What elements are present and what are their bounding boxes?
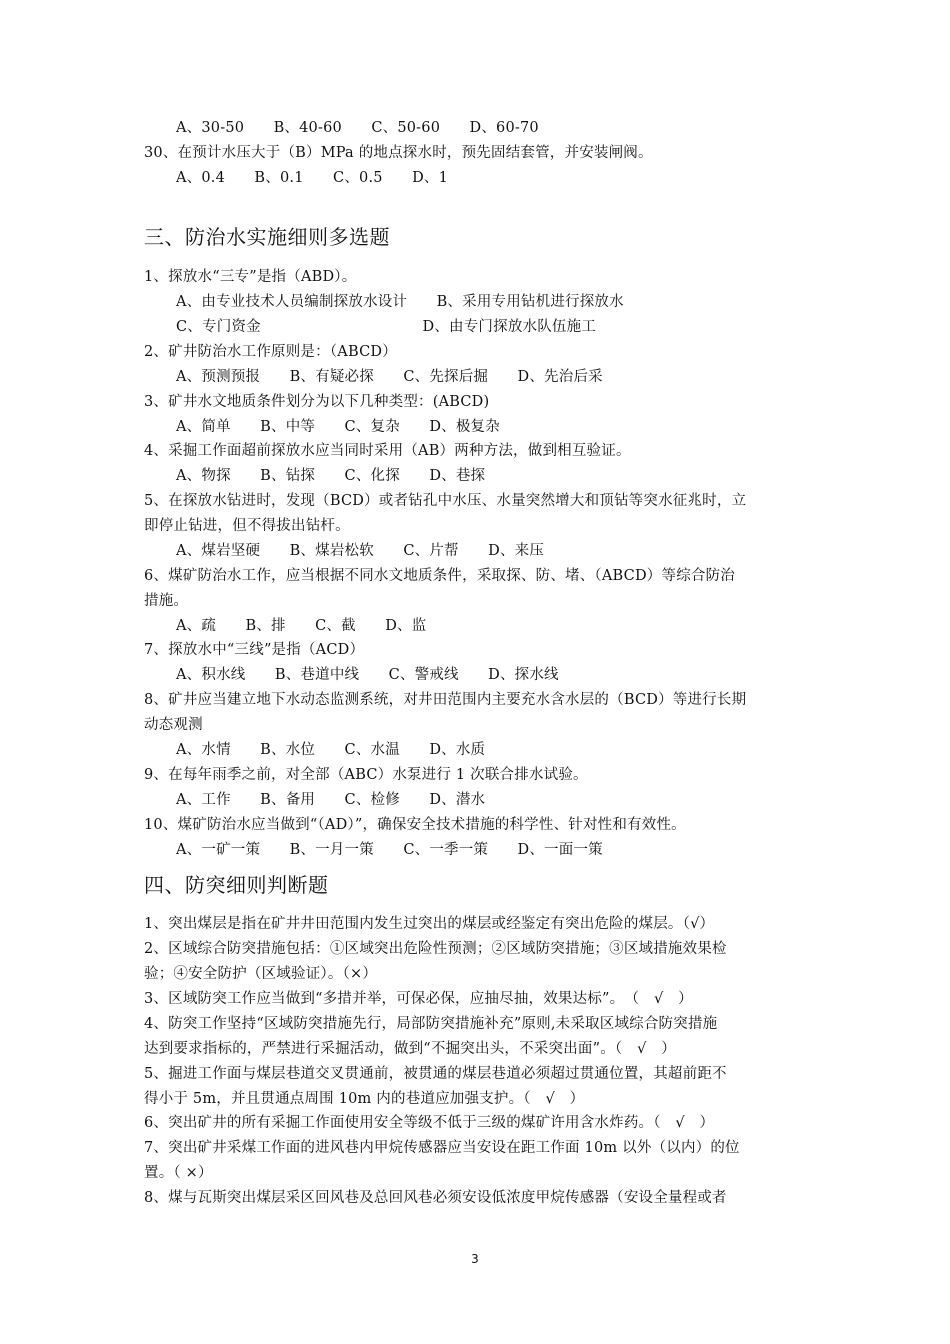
mc-question-5-line-1: 5、在探放水钻进时，发现（BCD）或者钻孔中水压、水量突然增大和顶钻等突水征兆时，立	[144, 493, 747, 509]
mc-q10-options: A、一矿一策 B、一月一策 C、一季一策 D、一面一策	[176, 842, 603, 858]
section-3-title: 三、防治水实施细则多选题	[144, 225, 390, 249]
mc-question-4: 4、采掘工作面超前探放水应当同时采用（AB）两种方法，做到相互验证。	[144, 443, 631, 459]
mc-question-8-line-2: 动态观测	[144, 717, 203, 733]
mc-question-3: 3、矿井水文地质条件划分为以下几种类型：(ABCD)	[144, 394, 490, 410]
mc-q5-options: A、煤岩坚硬 B、煤岩松软 C、片帮 D、来压	[176, 543, 545, 559]
mc-question-2: 2、矿井防治水工作原则是：（ABCD）	[144, 344, 397, 360]
judgment-8-line-1: 8、煤与瓦斯突出煤层采区回风巷及总回风巷必须安设低浓度甲烷传感器（安设全量程或者	[144, 1190, 727, 1206]
judgment-4-line-2: 达到要求指标的，严禁进行采掘活动，做到“不掘突出头，不采突出面”。（ √ ）	[144, 1041, 676, 1057]
mc-q9-options: A、工作 B、备用 C、检修 D、潜水	[176, 792, 486, 808]
judgment-4-line-1: 4、防突工作坚持“区域防突措施先行，局部防突措施补充”原则,未采取区域综合防突措施	[144, 1016, 718, 1032]
mc-q8-options: A、水情 B、水位 C、水温 D、水质	[176, 742, 486, 758]
question-30: 30、在预计水压大于（B）MPa 的地点探水时，预先固结套管，并安装闸阀。	[144, 145, 653, 161]
judgment-5-line-1: 5、掘进工作面与煤层巷道交叉贯通前，被贯通的煤层巷道必须超过贯通位置，其超前距不	[144, 1066, 727, 1082]
mc-q7-options: A、积水线 B、巷道中线 C、警戒线 D、探水线	[176, 667, 559, 683]
q29-options: A、30-50 B、40-60 C、50-60 D、60-70	[176, 120, 539, 136]
judgment-2-line-1: 2、区域综合防突措施包括：①区域突出危险性预测；②区域防突措施；③区域措施效果检	[144, 941, 727, 957]
mc-question-6-line-1: 6、煤矿防治水工作，应当根据不同水文地质条件，采取探、防、堵、（ABCD）等综合防治	[144, 568, 735, 584]
judgment-7-line-2: 置。（ ×）	[144, 1165, 213, 1181]
mc-question-8-line-1: 8、矿井应当建立地下水动态监测系统，对井田范围内主要充水含水层的（BCD）等进行长期	[144, 692, 747, 708]
section-4-title: 四、防突细则判断题	[144, 873, 329, 897]
mc-q4-options: A、物探 B、钻探 C、化探 D、巷探	[176, 468, 486, 484]
judgment-5-line-2: 得小于 5m，并且贯通点周围 10m 内的巷道应加强支护。（ √ ）	[144, 1091, 585, 1107]
mc-q6-options: A、疏 B、排 C、截 D、监	[176, 618, 427, 634]
mc-question-1: 1、探放水“三专”是指（ABD）。	[144, 269, 357, 285]
judgment-7-line-1: 7、突出矿井采煤工作面的进风巷内甲烷传感器应当安设在距工作面 10m 以外（以内）的位	[144, 1140, 740, 1156]
judgment-2-line-2: 验；④安全防护（区域验证）。（×）	[144, 966, 378, 982]
page-number: 3	[471, 1252, 479, 1266]
mc-q3-options: A、简单 B、中等 C、复杂 D、极复杂	[176, 419, 500, 435]
mc-q2-options: A、预测预报 B、有疑必探 C、先探后掘 D、先治后采	[176, 369, 603, 385]
mc-question-7: 7、探放水中“三线”是指（ACD）	[144, 642, 365, 658]
judgment-6: 6、突出矿井的所有采掘工作面使用安全等级不低于三级的煤矿许用含水炸药。（ √ ）	[144, 1115, 715, 1131]
mc-question-10: 10、煤矿防治水应当做到“（AD）”，确保安全技术措施的科学性、针对性和有效性。	[144, 817, 686, 833]
mc-q1-options-row-1: A、由专业技术人员编制探放水设计 B、采用专用钻机进行探放水	[176, 294, 624, 310]
judgment-3: 3、区域防突工作应当做到“多措并举，可保必保，应抽尽抽，效果达标”。 （ √ ）	[144, 991, 693, 1007]
judgment-1: 1、突出煤层是指在矿井井田范围内发生过突出的煤层或经鉴定有突出危险的煤层。（√）	[144, 916, 715, 932]
mc-question-5-line-2: 即停止钻进，但不得拔出钻杆。	[144, 518, 350, 534]
mc-question-6-line-2: 措施。	[144, 593, 189, 609]
mc-q1-options-row-2: C、专门资金 D、由专门探放水队伍施工	[176, 319, 597, 335]
q30-options: A、0.4 B、0.1 C、0.5 D、1	[176, 170, 449, 186]
mc-question-9: 9、在每年雨季之前，对全部（ABC）水泵进行 1 次联合排水试验。	[144, 767, 588, 783]
